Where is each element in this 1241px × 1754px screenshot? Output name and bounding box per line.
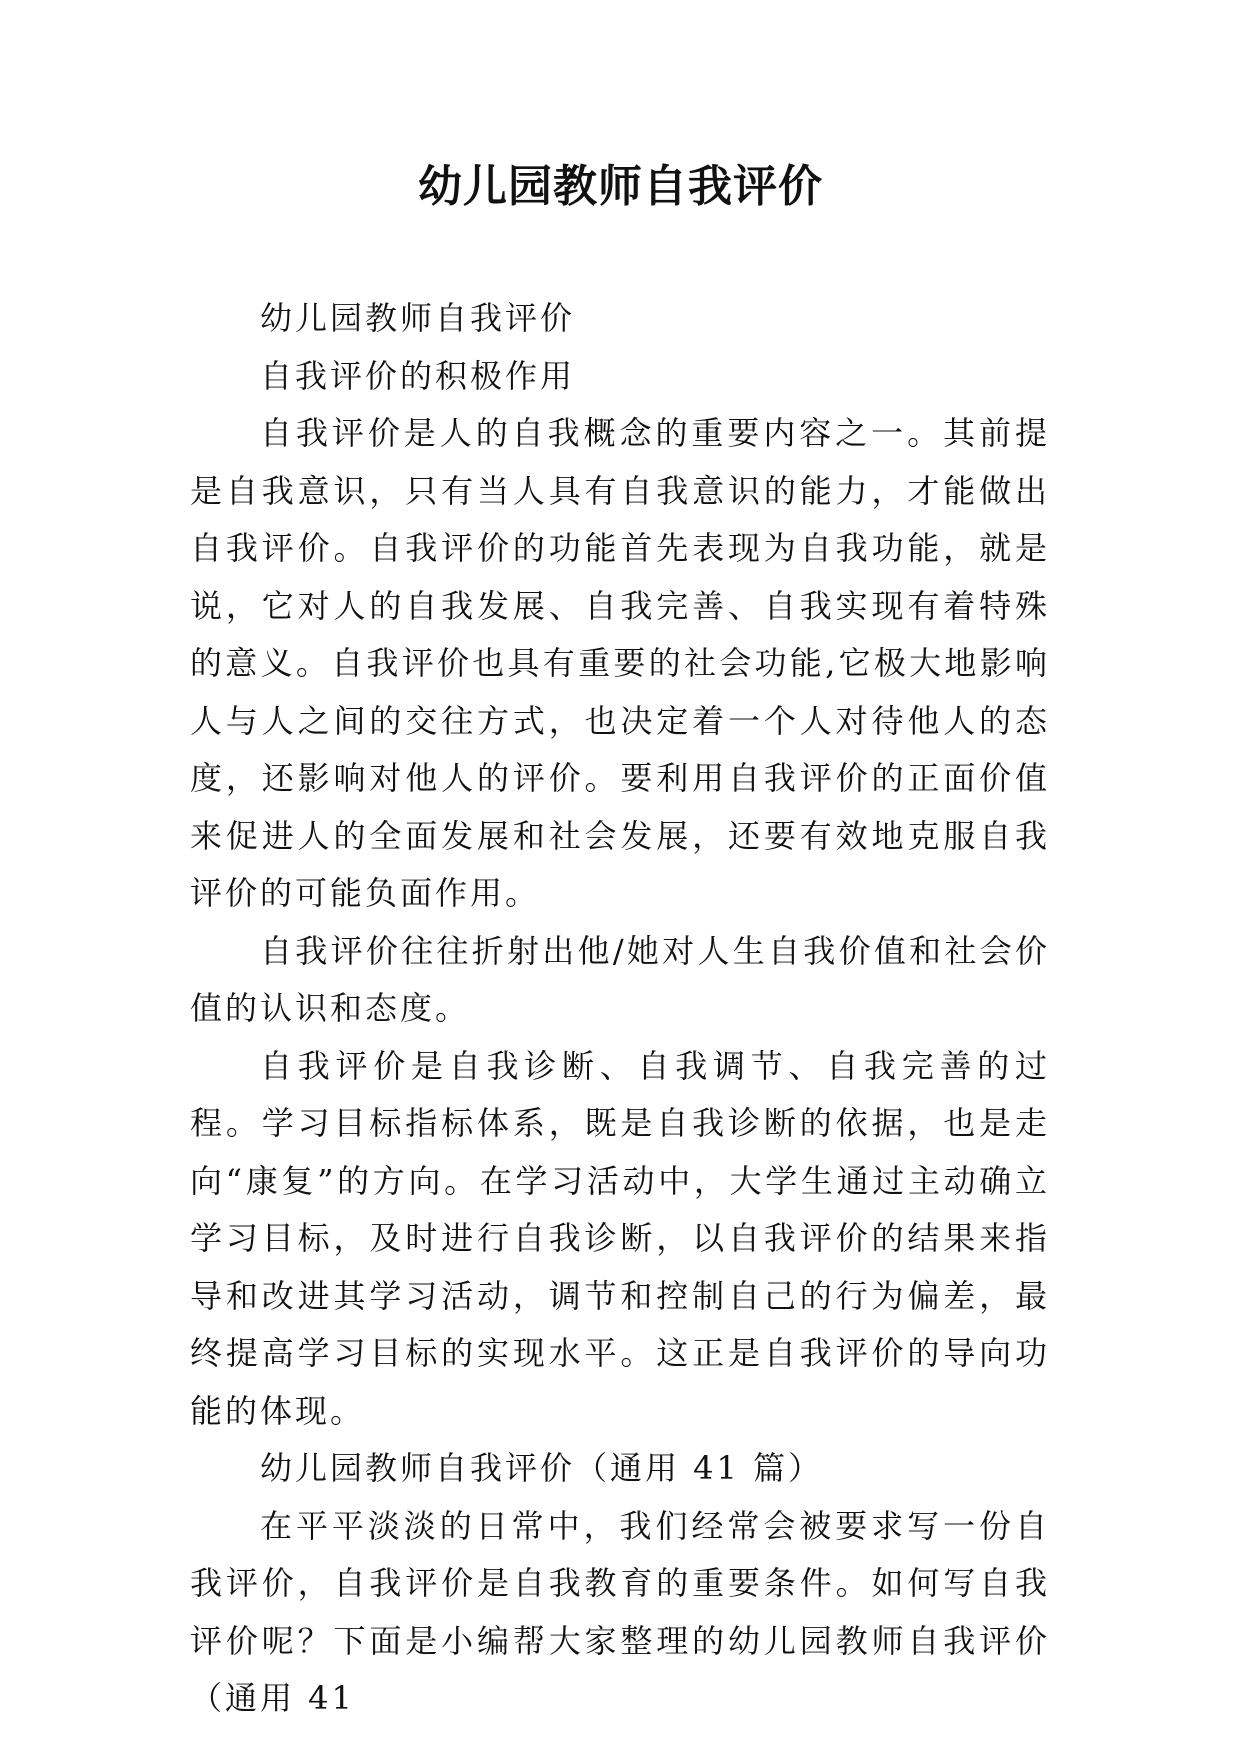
paragraph-heading: 幼儿园教师自我评价 <box>260 299 576 337</box>
paragraph-section-title: 幼儿园教师自我评价（通用 41 篇） <box>260 1449 824 1487</box>
paragraph-subheading: 自我评价的积极作用 <box>260 356 576 395</box>
document-title: 幼儿园教师自我评价 <box>418 161 823 212</box>
paragraph: 自我评价往往折射出他/她对人生自我价值和社会价值的认识和态度。 <box>190 931 1050 1027</box>
paragraph: 自我评价是自我诊断、自我调节、自我完善的过程。学习目标指标体系，既是自我诊断的依据，也是走向“康复”的方向。在学习活动中，大学生通过主动确立学习目标，及时进行自我诊断，以自我评价的结果来指导和改进其学习活动，调节和控制自己的行为偏差，最终提高学习目标的实现水平。这正是自我评价的导向功能的体现。 <box>190 1046 1050 1430</box>
document-body <box>190 290 1050 1728</box>
paragraph: 在平平淡淡的日常中，我们经常会被要求写一份自我评价，自我评价是自我教育的重要条件。如何写自我评价呢？下面是小编帮大家整理的幼儿园教师自我评价（通用 41 <box>190 1506 1050 1717</box>
paragraph: 自我评价是人的自我概念的重要内容之一。其前提是自我意识，只有当人具有自我意识的能力，才能做出自我评价。自我评价的功能首先表现为自我功能，就是说，它对人的自我发展、自我完善、自我实现有着特殊的意义。自我评价也具有重要的社会功能,它极大地影响人与人之间的交往方式，也决定着一个人对待他人的态度，还影响对他人的评价。要利用自我评价的正面价值来促进人的全面发展和社会发展，还要有效地克服自我评价的可能负面作用。 <box>190 414 1050 912</box>
